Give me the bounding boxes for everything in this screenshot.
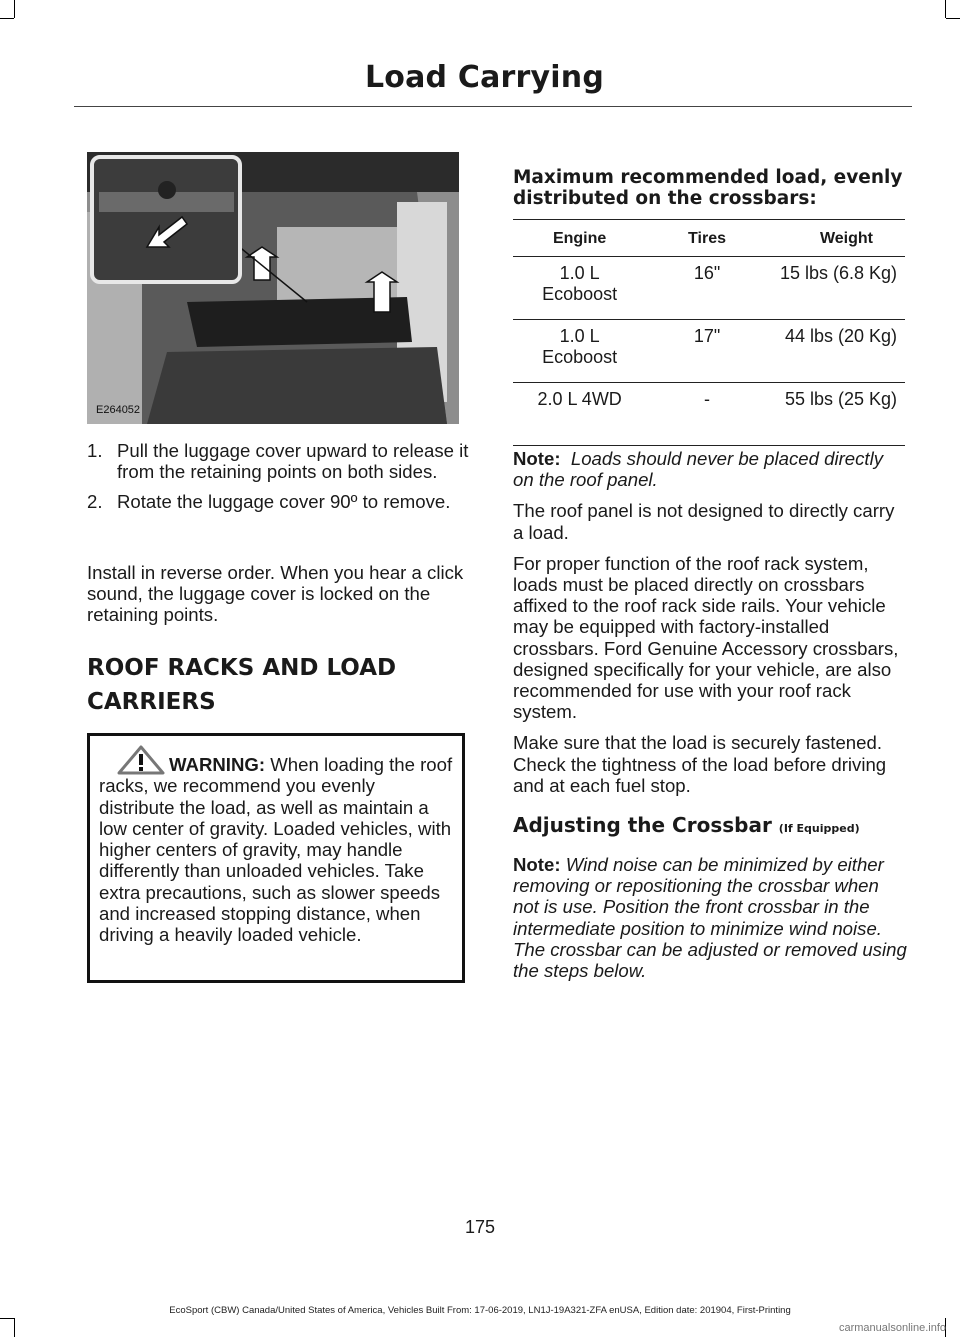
note-wind-noise	[513, 854, 908, 981]
crop-mark-bottom-left-h	[0, 1318, 14, 1319]
luggage-cover-illustration	[87, 152, 459, 424]
section-heading-line2: CARRIERS	[87, 689, 216, 715]
table-row	[513, 320, 905, 383]
crop-mark-top-right-h	[946, 18, 960, 19]
install-paragraph: Install in reverse order. When you hear a click sound, the luggage cover is locked on the retaining points.	[87, 562, 464, 626]
crossbar-heading	[513, 812, 908, 842]
cell-weight: 44 lbs (20 Kg)	[768, 320, 905, 383]
cell-tires: 17"	[646, 320, 768, 383]
warning-box	[87, 733, 465, 983]
table-row	[513, 383, 905, 446]
crop-mark-top-left-h	[0, 18, 14, 19]
cargo-area-drawing	[87, 152, 459, 424]
list-item	[87, 491, 473, 512]
cell-engine: 1.0 L Ecoboost	[513, 257, 646, 320]
table-row	[513, 257, 905, 320]
step-text: Rotate the luggage cover 90º to remove.	[117, 491, 451, 513]
warning-icon	[117, 745, 165, 773]
crop-mark-bottom-left-v	[14, 1318, 15, 1337]
step-text: Pull the luggage cover upward to release it from the retaining points on both sides.	[117, 440, 469, 483]
note-label: Note:	[513, 448, 561, 469]
figure-code: E264052	[96, 404, 141, 416]
note-text: Loads should never be placed directly on the roof panel.	[513, 448, 884, 491]
list-item	[87, 440, 473, 482]
secure-load-paragraph: Make sure that the load is securely fastened. Check the tightness of the load before driving and at each fuel stop.	[513, 732, 887, 796]
cell-tires: -	[646, 383, 768, 446]
step-number: 2.	[87, 491, 103, 513]
load-table	[513, 219, 905, 446]
load-table-heading: Maximum recommended load, evenly distributed on the crossbars:	[513, 167, 903, 209]
watermark[interactable]: carmanualsonline.info	[838, 1322, 946, 1334]
crop-mark-top-right-v	[945, 0, 946, 18]
section-heading-line1: ROOF RACKS AND LOAD	[87, 655, 397, 681]
cell-engine: 2.0 L 4WD	[513, 383, 646, 446]
roof-rack-function-paragraph: For proper function of the roof rack system, loads must be placed directly on crossbars affixed to the roof rack side rails. Your vehicle may be equipped with factory-installed crossbars. Ford Genuine Accessory crossbars, designed specifically for your vehicle, are also recommended for use with your roof rack system.	[513, 552, 899, 723]
cell-weight: 15 lbs (6.8 Kg)	[768, 257, 905, 320]
page-number: 175	[464, 1217, 496, 1237]
warning-label: WARNING:	[169, 754, 266, 775]
section-heading	[87, 652, 473, 718]
page-footer: EcoSport (CBW) Canada/United States of America, Vehicles Built From: 17-06-2019, LN1J-19A321-ZFA enUSA, Edition date: 201904, First-Printing	[169, 1305, 791, 1316]
crossbar-heading-text: Adjusting the Crossbar	[513, 813, 772, 838]
page-header-title: Load Carrying	[364, 60, 604, 95]
step-number: 1.	[87, 440, 103, 461]
note-label: Note:	[513, 854, 561, 876]
removal-steps-list	[87, 440, 473, 522]
note-text: Wind noise can be minimized by either removing or repositioning the crossbar when not is use. Position the front crossbar in the intermediate position to minimize wind noise. The crossbar can be adjusted or removed using the steps below.	[513, 854, 907, 982]
column-header-tires: Tires	[646, 220, 768, 257]
crossbar-heading-suffix: (If Equipped)	[778, 822, 860, 836]
column-header-engine: Engine	[513, 220, 646, 257]
warning-text: When loading the roof racks, we recommend you evenly distribute the load, as well as maintain a low center of gravity. Loaded vehicles, with higher centers of gravity, may handle differently than unloaded vehicles. Take extra precautions, such as slower speeds and increased stopping distance, when driving a heavily loaded vehicle.	[99, 754, 453, 946]
cell-weight: 55 lbs (25 Kg)	[768, 383, 905, 446]
roof-panel-paragraph: The roof panel is not designed to directly carry a load.	[513, 500, 895, 543]
table-header-row	[513, 220, 905, 257]
crop-mark-top-left-v	[14, 0, 15, 18]
header-divider	[74, 106, 912, 107]
column-header-weight: Weight	[768, 220, 905, 257]
cell-engine: 1.0 L Ecoboost	[513, 320, 646, 383]
cell-tires: 16"	[646, 257, 768, 320]
note-roof-panel	[513, 448, 908, 490]
